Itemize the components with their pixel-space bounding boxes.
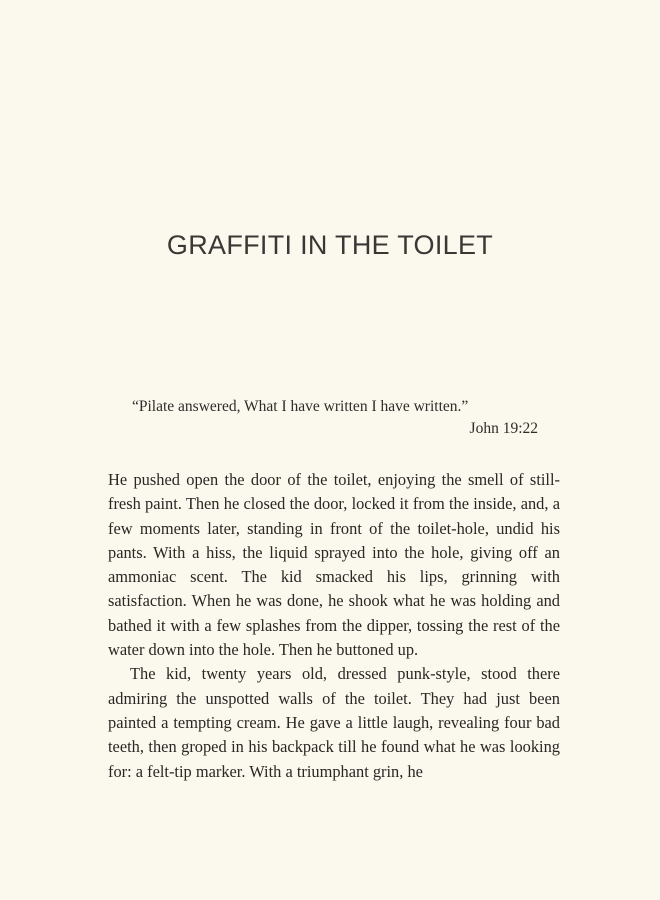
paragraph-2: The kid, twenty years old, dressed punk-style, stood there admiring the unspotted walls of the toilet. They had just been painted a tempting cream. He gave a little laugh, revealing four bad teeth, then groped in his backpack till he found what he was looking for: a felt-tip marker. With a triumphant grin, he bbox=[108, 664, 560, 781]
paragraph-1: He pushed open the door of the toilet, enjoying the smell of still-fresh paint. Then he closed the door, locked it from the inside, and, a few moments later, standing in front of the toilet-hole, undid his pants. With a hiss, the liquid sprayed into the hole, giving off an ammoniac scent. The kid smacked his lips, grinning with satisfaction. When he was done, he shook what he was holding and bathed it with a few splashes from the dipper, tossing the rest of the water down into the hole. Then he buttoned up. bbox=[108, 470, 560, 660]
body-text bbox=[108, 468, 560, 784]
epigraph-source: John 19:22 bbox=[469, 420, 538, 437]
epigraph-quote: “Pilate answered, What I have written I have written.” bbox=[132, 398, 469, 415]
epigraph bbox=[132, 396, 542, 440]
chapter-title: GRAFFITI IN THE TOILET bbox=[166, 230, 494, 260]
